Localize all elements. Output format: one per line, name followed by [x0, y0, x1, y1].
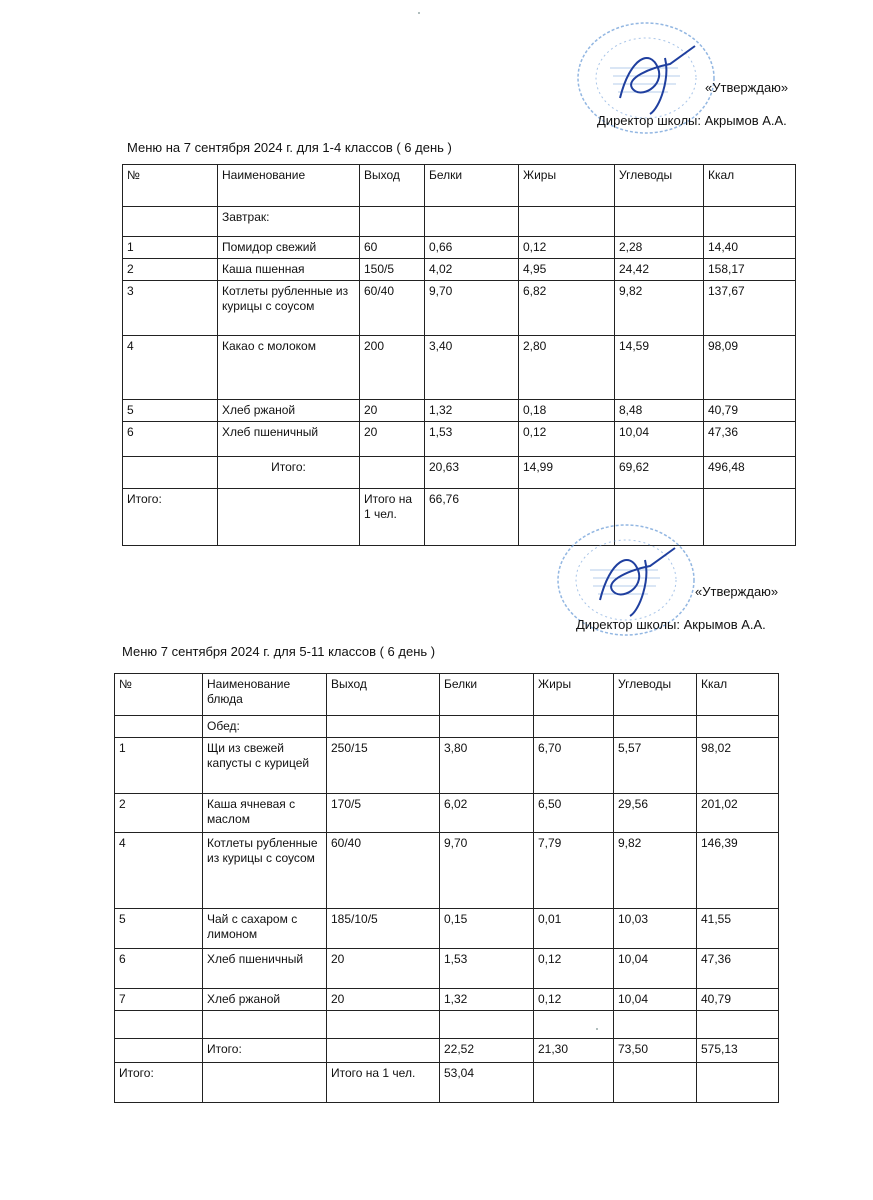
total-row: Итого: 20,63 14,99 69,62 496,48: [123, 457, 796, 489]
header-cell: Белки: [425, 165, 519, 207]
header-cell: Жиры: [519, 165, 615, 207]
header-cell: Наименование блюда: [203, 674, 327, 716]
per-person-label: Итого на 1 чел.: [360, 489, 425, 546]
per-person-value: 53,04: [440, 1063, 534, 1103]
director-caption-2: Директор школы: Акрымов А.А.: [576, 617, 766, 632]
signature-2: [590, 540, 690, 620]
section-row: [123, 207, 796, 237]
table-row: 1 Щи из свежей капусты с курицей 250/15 3,80 6,70 5,57 98,02: [115, 738, 779, 794]
signature-1: [610, 38, 710, 118]
approve-caption-1: «Утверждаю»: [705, 80, 789, 95]
section-label: Обед:: [203, 716, 327, 738]
section-label: Завтрак:: [218, 207, 360, 237]
header-cell: Наименование: [218, 165, 360, 207]
header-cell: №: [115, 674, 203, 716]
scan-speck: [418, 12, 420, 14]
header-cell: Белки: [440, 674, 534, 716]
header-cell: Выход: [360, 165, 425, 207]
header-cell: Углеводы: [614, 674, 697, 716]
table-row: 1 Помидор свежий 60 0,66 0,12 2,28 14,40: [123, 237, 796, 259]
table-row: 4 Котлеты рубленные из курицы с соусом 60/40 9,70 7,79 9,82 146,39: [115, 833, 779, 909]
total-label: Итого:: [218, 457, 360, 489]
footer-label: Итого:: [115, 1063, 203, 1103]
table-row: 5 Хлеб ржаной 20 1,32 0,18 8,48 40,79: [123, 400, 796, 422]
table-row: 6 Хлеб пшеничный 20 1,53 0,12 10,04 47,36: [115, 949, 779, 989]
table-row: 2 Каша пшенная 150/5 4,02 4,95 24,42 158,17: [123, 259, 796, 281]
total-row: Итого: 22,52 21,30 73,50 575,13: [115, 1039, 779, 1063]
empty-row: [115, 1011, 779, 1039]
menu-table-2: [114, 673, 779, 1103]
header-cell: Углеводы: [615, 165, 704, 207]
section-row: [115, 716, 779, 738]
table-row: 5 Чай с сахаром с лимоном 185/10/5 0,15 0,01 10,03 41,55: [115, 909, 779, 949]
menu-table-1: [122, 164, 796, 546]
total-label: Итого:: [203, 1039, 327, 1063]
per-person-row: [115, 1063, 779, 1103]
approve-caption-2: «Утверждаю»: [695, 584, 779, 599]
table-row: 2 Каша ячневая с маслом 170/5 6,02 6,50 29,56 201,02: [115, 794, 779, 833]
footer-label: Итого:: [123, 489, 218, 546]
table-row: 3 Котлеты рубленные из курицы с соусом 60/40 9,70 6,82 9,82 137,67: [123, 281, 796, 336]
menu-title-1: Меню на 7 сентября 2024 г. для 1-4 классов ( 6 день ): [127, 140, 452, 155]
header-cell: Выход: [327, 674, 440, 716]
header-cell: №: [123, 165, 218, 207]
header-cell: Жиры: [534, 674, 614, 716]
header-cell: Ккал: [704, 165, 796, 207]
table-header-row: [123, 165, 796, 207]
per-person-value: 66,76: [425, 489, 519, 546]
table-row: 4 Какао с молоком 200 3,40 2,80 14,59 98,09: [123, 336, 796, 400]
table-row: 7 Хлеб ржаной 20 1,32 0,12 10,04 40,79: [115, 989, 779, 1011]
table-row: 6 Хлеб пшеничный 20 1,53 0,12 10,04 47,36: [123, 422, 796, 457]
table-header-row: [115, 674, 779, 716]
per-person-label: Итого на 1 чел.: [327, 1063, 440, 1103]
header-cell: Ккал: [697, 674, 779, 716]
director-caption-1: Директор школы: Акрымов А.А.: [597, 113, 787, 128]
menu-title-2: Меню 7 сентября 2024 г. для 5-11 классов ( 6 день ): [122, 644, 436, 659]
scan-speck: [596, 1028, 598, 1030]
